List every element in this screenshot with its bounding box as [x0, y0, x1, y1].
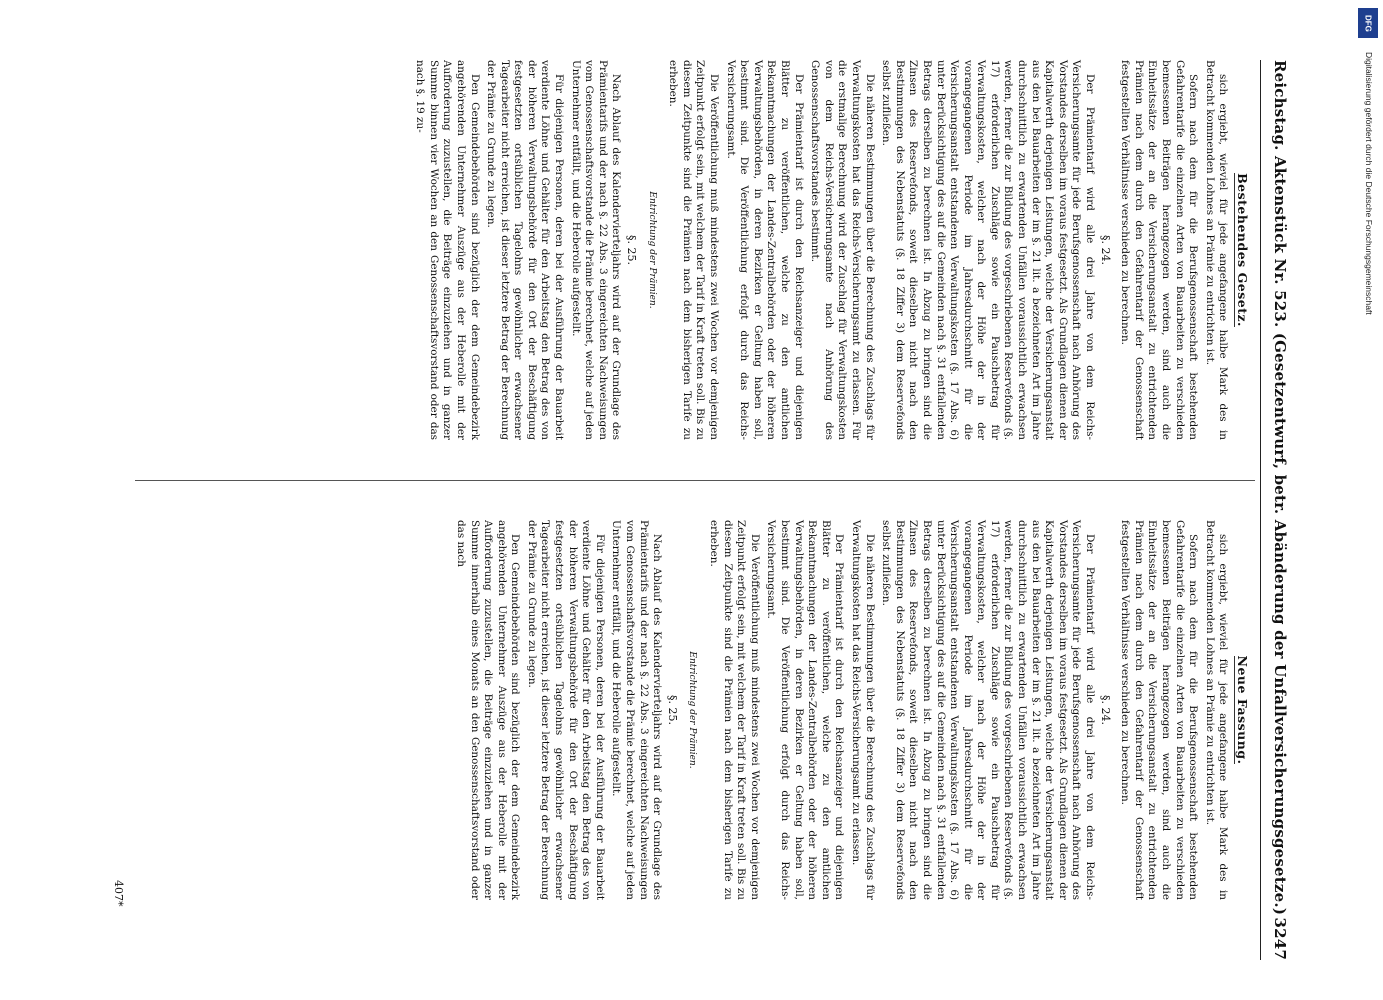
signature-mark: 407* — [112, 880, 125, 907]
subsection-heading: Entrichtung der Prämien. — [646, 191, 657, 309]
paragraph: Die Veröffentlichung muß mindestens zwei Wochen vor demjenigen Zeitpunkt erfolgt sein, mit welchem der Tarif in Kraft treten soll. Bis zu diesem Zeitpunkte sind die Prämien nach dem bisherigen Tarife zu erheben. — [667, 60, 721, 440]
paragraph: Nach Ablauf des Kalendervierteljahrs wird auf der Grundlage des Prämientarifs und der nach §. 22 Abs. 3 eingereichten Nachweisungen vom Genossenschaftsvorstande die Prämie berechnet, welche auf jeden Unternehmer entfällt, und die Heberolle aufgestellt. — [569, 60, 623, 440]
subsection-heading: Entrichtung der Prämien. — [687, 651, 698, 769]
paragraph: Die Veröffentlichung muß mindestens zwei Wochen vor demjenigen Zeitpunkt erfolgt sein, mit welchem der Tarif in Kraft treten soll. Bis zu diesem Zeitpunkte sind die Prämien nach dem bisherigen Tarife zu erheben. — [708, 520, 761, 900]
section-heading: §. 25. — [625, 235, 639, 265]
paragraph: Der Prämientarif wird alle drei Jahre von dem Reichs-Versicherungsamte für jede Berufsgenossenschaft nach Anhörung des Vorstandes derselben im voraus festgesetzt. Als Grundlagen dienen der Kapitalwerth derjenigen Leistungen, welche der Versicherungsanstalt aus den bei Bauarbeiten der im §. 21 lit. a bezeichneten Art im Jahre durchschnittlich zu erwartenden Unfällen voraussichtlich erwachsen werden, ferner die zur Bildung des vorgeschriebenen Reservefonds (§. 17) erforderlichen Zuschläge sowie ein Pauschbetrag für Verwaltungskosten, welcher nach der Höhe der in der vorangegangenen Periode im Jahresdurchschnitt für die Versicherungsanstalt entstandenen Verwaltungskosten (§. 17 Abs. 6) unter Berücksichtigung des auf die Gemeinden nach §. 31 entfallenden Betrags derselben zu berechnen ist. In Abzug zu bringen sind die Zinsen des Reservefonds, soweit dieselben nicht nach den Bestimmungen des Nebenstatuts (§. 18 Ziffer 3) dem Reservefonds selbst zufließen. — [880, 520, 1097, 900]
paragraph: Den Gemeindebehörden sind bezüglich der dem Gemeindebezirk angehörenden Unternehmer Auszüge aus der Heberolle mit der Aufforderung zuzustellen, die Beiträge einzuziehen und in ganzer Summe binnen vier Wochen an den Genossenschaftsvorstand oder das nach §. 19 zu- — [414, 60, 481, 440]
paragraph: Die näheren Bestimmungen über die Berechnung des Zuschlags für Verwaltungskosten hat das Reichs-Versicherungsamt zu erlassen. Für die erstmalige Berechnung wird der Zuschlag für Verwaltungskosten von dem Reichs-Versicherungsamte nach Anhörung des Genossenschaftsvorstandes bestimmt. — [809, 60, 876, 440]
section-heading: §. 25. — [665, 695, 679, 725]
page-number: 3247 — [1271, 917, 1289, 960]
rotated-page — [60, 60, 1295, 960]
column-existing-law — [410, 60, 1255, 440]
header-rule — [1260, 60, 1261, 960]
column-divider — [135, 480, 1255, 481]
paragraph: Der Prämientarif ist durch den Reichsanzeiger und diejenigen Blätter zu veröffentlichen, welche zu den amtlichen Bekanntmachungen der Landes-Zentralbehörden oder der höheren Verwaltungsbehörden, in deren Bezirken er Geltung haben soll, bestimmt sind. Die Veröffentlichung erfolgt durch das Reichs-Versicherungsamt. — [724, 60, 805, 440]
header-title: Reichstag. Aktenstück Nr. 523. (Gesetzentwurf, betr. Abänderung der Unfallversicherungsgesetze.) — [1271, 60, 1289, 916]
digitization-note-text: Digitalisierung gefördert durch die Deutsche Forschungsgemeinschaft — [1364, 52, 1374, 315]
column-title: Neue Fassung. — [1235, 655, 1250, 765]
paragraph: sich ergiebt, wieviel für jede angefangene halbe Mark des in Betracht kommenden Lohnes an Prämie zu entrichten ist. — [1203, 520, 1230, 900]
paragraph: sich ergiebt, wieviel für jede angefangene halbe Mark des in Betracht kommenden Lohnes an Prämie zu entrichten ist. — [1203, 60, 1230, 440]
paragraph: Für diejenigen Personen, deren bei der Ausführung der Bauarbeit verdiente Löhne und Gehälter für den Arbeitstag den Betrag des von der höheren Verwaltungsbehörde für den Ort der Beschäftigung festgesetzten ortsüblichen Tagelohns gewöhnlicher erwachsener Tagearbeiter nicht erreichen, ist dieser letztere Betrag der Berechnung der Prämie zu Grunde zu legen. — [525, 520, 606, 900]
paragraph: Der Prämientarif ist durch den Reichsanzeiger und diejenigen Blätter zu veröffentlichen, welche zu den amtlichen Bekanntmachungen der Landes-Zentralbehörden oder der höheren Verwaltungsbehörden, in deren Bezirken er Geltung haben soll, bestimmt sind. Die Veröffentlichung erfolgt durch das Reichs-Versicherungsamt. — [765, 520, 846, 900]
section-heading: §. 24. — [1098, 235, 1112, 265]
paragraph: Nach Ablauf des Kalendervierteljahrs wird auf der Grundlage des Prämientarifs und der nach §. 22 Abs. 3 eingereichten Nachweisungen vom Genossenschaftsvorstande die Prämie berechnet, welche auf jeden Unternehmer entfällt, und die Heberolle aufgestellt. — [610, 520, 664, 900]
paragraph: Die näheren Bestimmungen über die Berechnung des Zuschlags für Verwaltungskosten hat das Reichs-Versicherungsamt zu erlassen. — [849, 520, 876, 900]
column-new-version — [450, 520, 1255, 900]
column-title: Bestehendes Gesetz. — [1235, 173, 1250, 327]
page-header — [1261, 60, 1295, 960]
paragraph: Sofern nach dem für die Berufsgenossenschaft bestehenden Gefahrentarife die einzelnen Arten von Bauarbeiten zu verschieden bemessenen Beiträgen herangezogen werden, sind auch die Einheitssätze der an die Versicherungsanstalt zu entrichtenden Prämien nach dem durch den Gefahrentarif der Genossenschaft festgestellten Verhältnisse verschieden zu berechnen. — [1119, 520, 1200, 900]
paragraph: Den Gemeindebehörden sind bezüglich der dem Gemeindebezirk angehörenden Unternehmer Auszüge aus der Heberolle mit der Aufforderung zuzustellen, die Beiträge einzuziehen und in ganzer Summe innerhalb eines Monats an den Genossenschaftsvorstand oder das nach — [454, 520, 522, 900]
section-heading: §. 24. — [1098, 695, 1112, 725]
paragraph: Sofern nach dem für die Berufsgenossenschaft bestehenden Gefahrentarife die einzelnen Arten von Bauarbeiten zu verschieden bemessenen Beiträgen herangezogen werden, sind auch die Einheitssätze der an die Versicherungsanstalt zu entrichtenden Prämien nach dem durch den Gefahrentarif der Genossenschaft festgestellten Verhältnisse verschieden zu berechnen. — [1119, 60, 1200, 440]
dfg-logo: DFG — [1358, 8, 1378, 38]
paragraph: Der Prämientarif wird alle drei Jahre von dem Reichs-Versicherungsamte für jede Berufsgenossenschaft nach Anhörung des Vorstandes derselben im voraus festgesetzt. Als Grundlagen dienen der Kapitalwerth derjenigen Leistungen, welche der Versicherungsanstalt aus den bei Bauarbeiten der im §. 21 lit. a bezeichneten Art im Jahre durchschnittlich zu erwartenden Unfällen voraussichtlich erwachsen werden, ferner die zur Bildung des vorgeschriebenen Reservefonds (§. 17) erforderlichen Zuschläge sowie ein Pauschbetrag für Verwaltungskosten, welcher nach der Höhe der in der vorangegangenen Periode im Jahresdurchschnitt für die Versicherungsanstalt entstandenen Verwaltungskosten (§. 17 Abs. 6) unter Berücksichtigung des auf die Gemeinden nach §. 31 entfallenden Betrags derselben zu berechnen ist. In Abzug zu bringen sind die Zinsen des Reservefonds, soweit dieselben nicht nach den Bestimmungen des Nebenstatuts (§. 18 Ziffer 3) dem Reservefonds selbst zufließen. — [880, 60, 1097, 440]
paragraph: Für diejenigen Personen, deren bei der Ausführung der Bauarbeit verdiente Löhne und Gehälter für den Arbeitstag den Betrag des von der höheren Verwaltungsbehörde für den Ort der Beschäftigung festgesetzten ortsüblichen Tagelohns gewöhnlicher erwachsener Tagearbeiter nicht erreichen, ist dieser letztere Betrag der Berechnung der Prämie zu Grunde zu legen. — [485, 60, 566, 440]
digitization-note — [1360, 8, 1376, 548]
